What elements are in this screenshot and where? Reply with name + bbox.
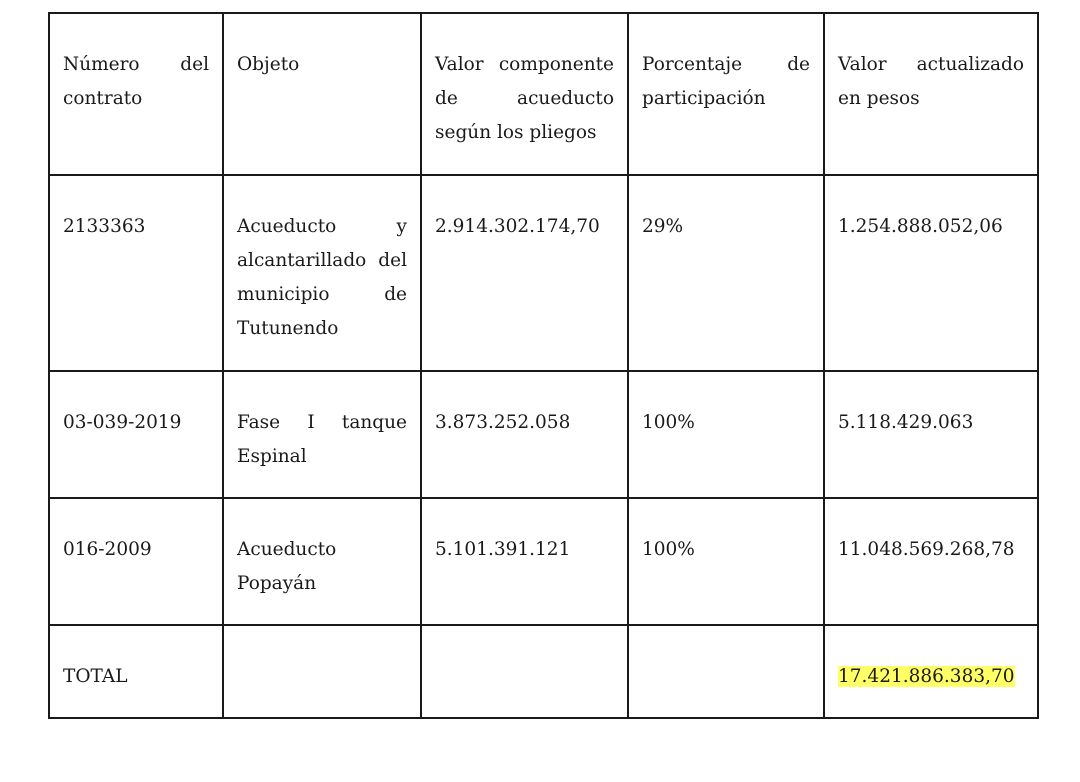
table-total-row xyxy=(49,625,1038,718)
table-row xyxy=(49,371,1038,498)
cell-porcentaje: 100% xyxy=(628,371,824,498)
total-empty-cell xyxy=(421,625,628,718)
contracts-table xyxy=(48,12,1039,719)
cell-valor-componente: 5.101.391.121 xyxy=(421,498,628,625)
table-row xyxy=(49,175,1038,371)
total-value-cell xyxy=(824,625,1038,718)
cell-objeto: Acueducto y alcantarillado del municipio de Tutunendo xyxy=(223,175,421,371)
header-valor-componente: Valor componente de acueducto según los pliegos xyxy=(421,13,628,175)
cell-valor-componente: 2.914.302.174,70 xyxy=(421,175,628,371)
cell-numero: 2133363 xyxy=(49,175,223,371)
total-empty-cell xyxy=(223,625,421,718)
total-value-highlight: 17.421.886.383,70 xyxy=(838,666,1015,687)
total-empty-cell xyxy=(628,625,824,718)
cell-porcentaje: 29% xyxy=(628,175,824,371)
table-row xyxy=(49,498,1038,625)
cell-numero: 03-039-2019 xyxy=(49,371,223,498)
header-objeto: Objeto xyxy=(223,13,421,175)
cell-numero: 016-2009 xyxy=(49,498,223,625)
cell-objeto: Acueducto Popayán xyxy=(223,498,421,625)
table-header-row xyxy=(49,13,1038,175)
header-numero-contrato: Número del contrato xyxy=(49,13,223,175)
cell-porcentaje: 100% xyxy=(628,498,824,625)
cell-valor-actualizado: 1.254.888.052,06 xyxy=(824,175,1038,371)
header-valor-actualizado: Valor actualizado en pesos xyxy=(824,13,1038,175)
header-porcentaje: Porcentaje de participación xyxy=(628,13,824,175)
cell-objeto: Fase I tanque Espinal xyxy=(223,371,421,498)
cell-valor-actualizado: 5.118.429.063 xyxy=(824,371,1038,498)
total-label: TOTAL xyxy=(49,625,223,718)
cell-valor-componente: 3.873.252.058 xyxy=(421,371,628,498)
cell-valor-actualizado: 11.048.569.268,78 xyxy=(824,498,1038,625)
